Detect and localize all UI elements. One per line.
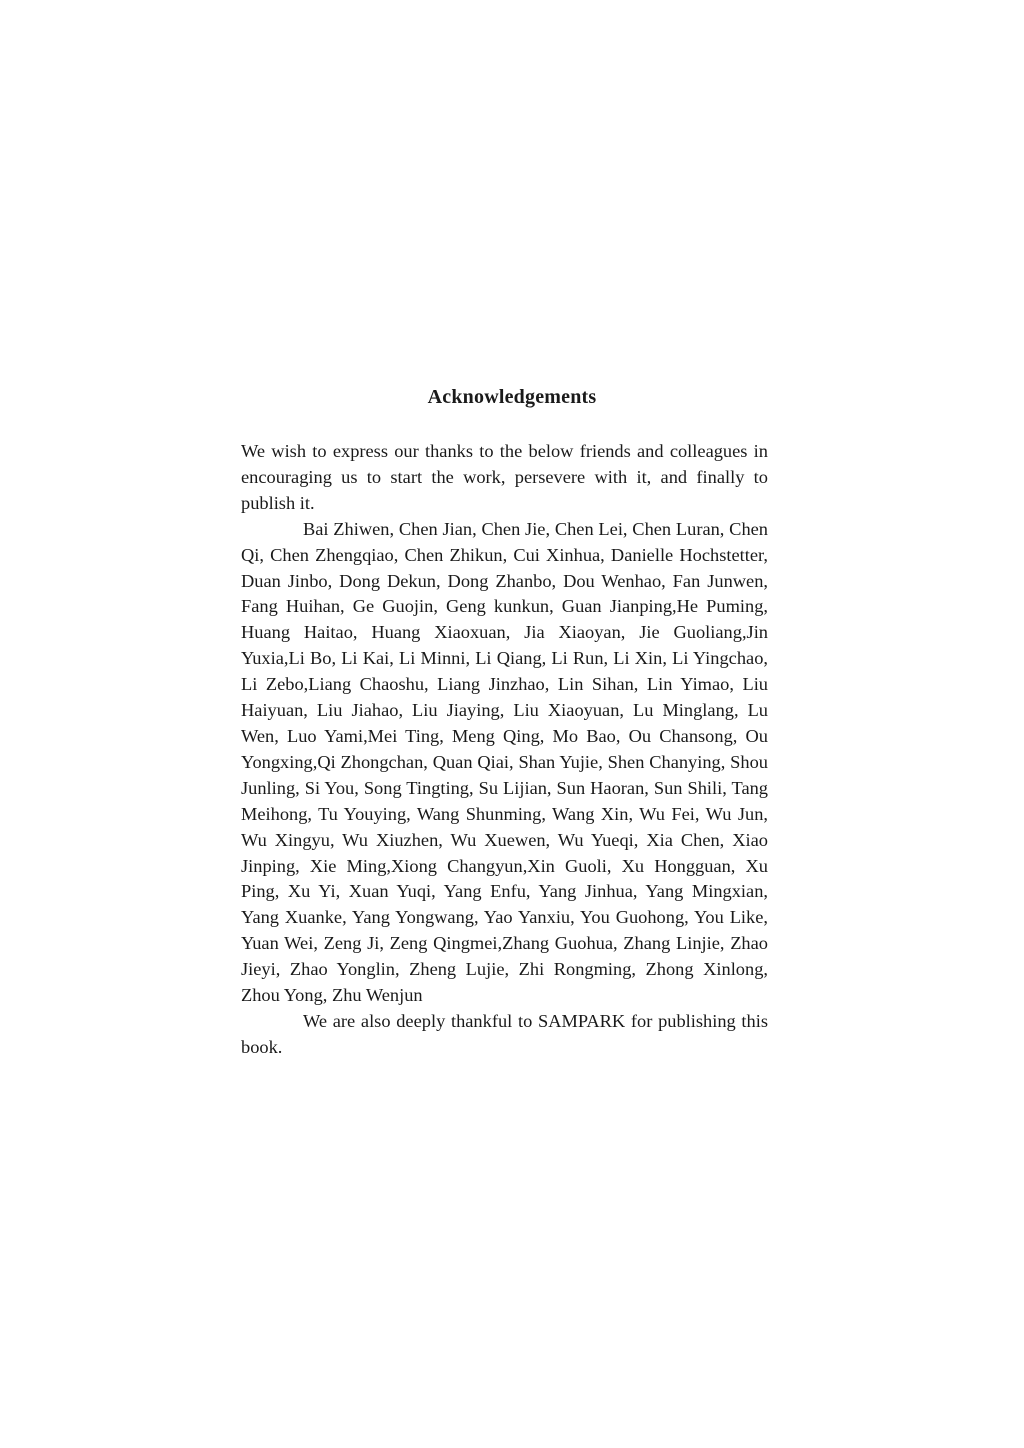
names-paragraph: Bai Zhiwen, Chen Jian, Chen Jie, Chen Lei, Chen Luran, Chen Qi, Chen Zhengqiao, Chen Zhikun, Cui Xinhua, Danielle Hochstetter, Duan Jinbo, Dong Dekun, Dong Zhanbo, Dou Wenhao, Fan Junwen, Fang Huihan, Ge Guojin, Geng kunkun, Guan Jianping,He Puming, Huang Haitao, Huang Xiaoxuan, Jia Xiaoyan, Jie Guoliang,Jin Yuxia,Li Bo, Li Kai, Li Minni, Li Qiang, Li Run, Li Xin, Li Yingchao, Li Zebo,Liang Chaoshu, Liang Jinzhao, Lin Sihan, Lin Yimao, Liu Haiyuan, Liu Jiahao, Liu Jiaying, Liu Xiaoyuan, Lu Minglang, Lu Wen, Luo Yami,Mei Ting, Meng Qing, Mo Bao, Ou Chansong, Ou Yongxing,Qi Zhongchan, Quan Qiai, Shan Yujie, Shen Chanying, Shou Junling, Si You, Song Tingting, Su Lijian, Sun Haoran, Sun Shili, Tang Meihong, Tu Youying, Wang Shunming, Wang Xin, Wu Fei, Wu Jun, Wu Xingyu, Wu Xiuzhen, Wu Xuewen, Wu Yueqi, Xia Chen, Xiao Jinping, Xie Ming,Xiong Changyun,Xin Guoli, Xu Hongguan, Xu Ping, Xu Yi, Xuan Yuqi, Yang Enfu, Yang Jinhua, Yang Mingxian, Yang Xuanke, Yang Yongwang, Yao Yanxiu, You Guohong, You Like, Yuan Wei, Zeng Ji, Zeng Qingmei,Zhang Guohua, Zhang Linjie, Zhao Jieyi, Zhao Yonglin, Zheng Lujie, Zhi Rongming, Zhong Xinlong, Zhou Yong, Zhu Wenjun	[241, 518, 768, 1006]
acknowledgements-body	[241, 439, 768, 1061]
closing-paragraph: We are also deeply thankful to SAMPARK for publishing this book.	[241, 1010, 768, 1057]
intro-paragraph: We wish to express our thanks to the below friends and colleagues in encouraging us to start the work, persevere with it, and finally to publish it.	[241, 441, 768, 513]
page-title: Acknowledgements	[427, 386, 597, 408]
